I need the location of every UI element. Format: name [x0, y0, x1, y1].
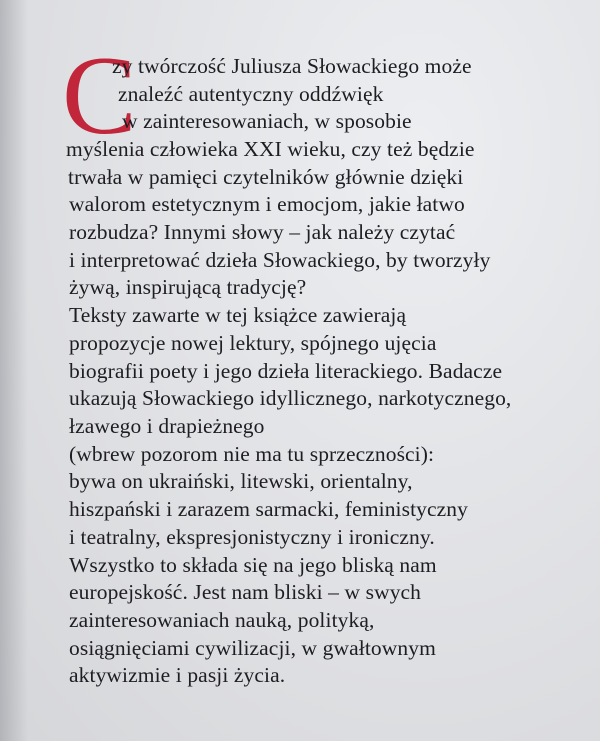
drop-cap: C: [62, 34, 137, 158]
text-line: i interpretować dzieła Słowackiego, by tworzyły: [69, 248, 491, 272]
text-line: trwała w pamięci czytelników głównie dzięki: [68, 165, 464, 189]
text-line: europejskość. Jest nam bliski – w swych: [69, 580, 422, 604]
text-line: zy twórczość Juliusza Słowackiego może: [112, 54, 472, 78]
text-line: aktywizmie i pasji życia.: [69, 663, 286, 687]
text-line: łzawego i drapieżnego: [69, 414, 265, 438]
text-line: hiszpański i zarazem sarmacki, feministyczny: [69, 497, 469, 521]
text-line: biografii poety i jego dzieła literackiego. Badacze: [69, 359, 503, 383]
text-line: w zainteresowaniach, w sposobie: [122, 109, 412, 133]
text-line: i teatralny, ekspresjonistyczny i ironiczny.: [69, 525, 435, 549]
text-line: zainteresowaniach nauką, polityką,: [69, 608, 375, 632]
text-line: znaleźć autentyczny oddźwięk: [118, 82, 384, 106]
text-line: bywa on ukraiński, litewski, orientalny,: [69, 469, 413, 493]
text-line: propozycje nowej lektury, spójnego ujęcia: [69, 331, 437, 355]
text-line: ukazują Słowackiego idyllicznego, narkotycznego,: [69, 386, 512, 410]
text-line: (wbrew pozorom nie ma tu sprzeczności):: [69, 442, 435, 466]
text-line: Teksty zawarte w tej książce zawierają: [69, 303, 407, 327]
text-line: rozbudza? Innymi słowy – jak należy czytać: [69, 220, 456, 244]
text-line: osiągnięciami cywilizacji, w gwałtownym: [69, 636, 436, 660]
text-line: Wszystko to składa się na jego bliską nam: [69, 553, 437, 577]
text-line: żywą, inspirującą tradycję?: [69, 275, 307, 299]
text-line: walorom estetycznym i emocjom, jakie łatwo: [69, 192, 465, 216]
text-line: myślenia człowieka XXI wieku, czy też będzie: [66, 137, 475, 161]
